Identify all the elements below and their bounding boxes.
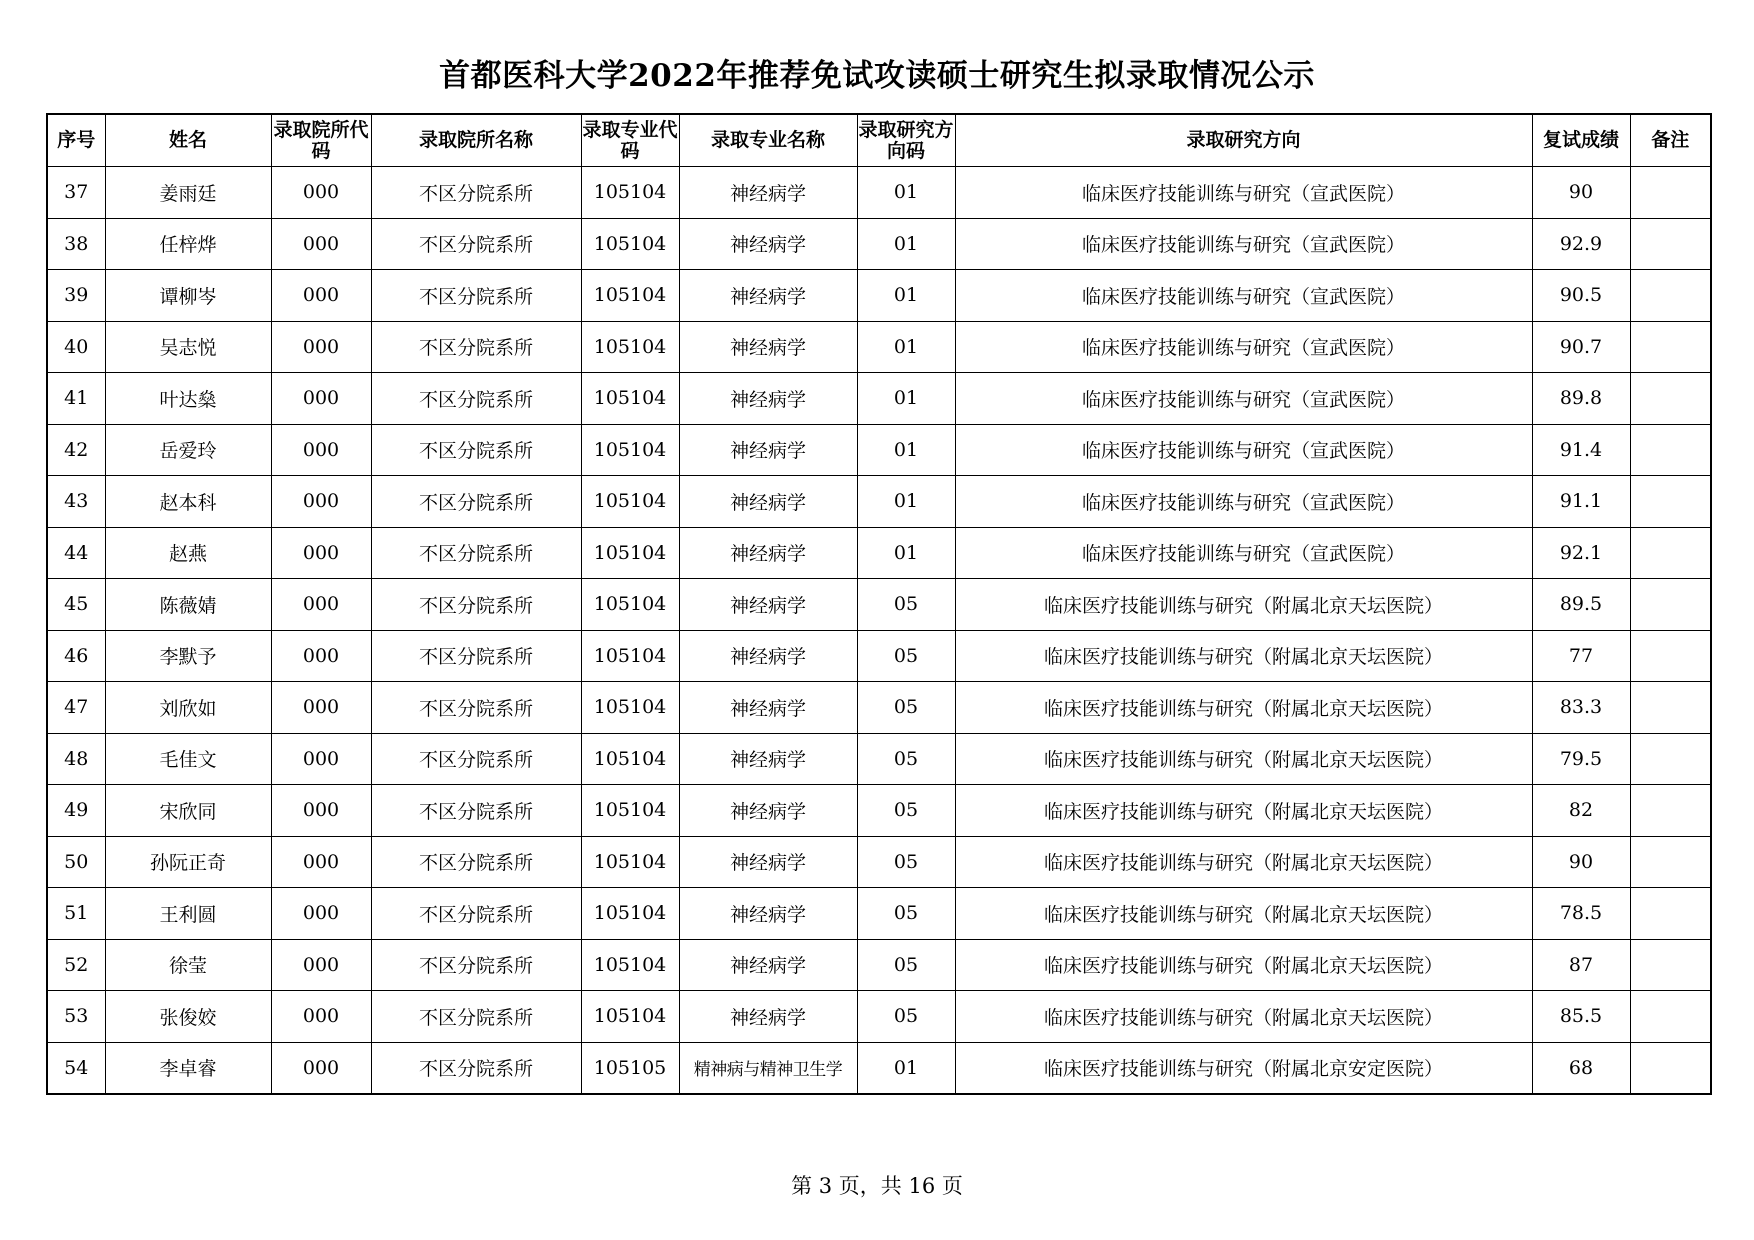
cell-major-name: 神经病学 <box>679 373 857 425</box>
cell-dir-code: 05 <box>857 888 955 940</box>
cell-name: 赵本科 <box>105 476 271 528</box>
page-title: 首都医科大学2022年推荐免试攻读硕士研究生拟录取情况公示 <box>439 58 1315 94</box>
cell-inst-name: 不区分院系所 <box>371 527 581 579</box>
cell-major-code: 105104 <box>581 836 679 888</box>
cell-remark <box>1630 579 1711 631</box>
cell-direction: 临床医疗技能训练与研究（宣武医院） <box>955 167 1532 219</box>
cell-inst-name: 不区分院系所 <box>371 579 581 631</box>
cell-major-code: 105104 <box>581 682 679 734</box>
header-inst-name: 录取院所名称 <box>371 114 581 167</box>
cell-name: 陈薇婧 <box>105 579 271 631</box>
cell-major-name: 神经病学 <box>679 321 857 373</box>
cell-score: 90.7 <box>1532 321 1630 373</box>
cell-major-name: 神经病学 <box>679 270 857 322</box>
cell-direction: 临床医疗技能训练与研究（宣武医院） <box>955 476 1532 528</box>
cell-name: 岳爱玲 <box>105 424 271 476</box>
cell-direction: 临床医疗技能训练与研究（附属北京天坛医院） <box>955 991 1532 1043</box>
cell-major-name: 神经病学 <box>679 836 857 888</box>
page-footer: 第 3 页，共 16 页 <box>791 1174 963 1198</box>
admission-table <box>46 113 1712 1095</box>
cell-inst-name: 不区分院系所 <box>371 991 581 1043</box>
header-dir-code: 录取研究方向码 <box>857 114 955 167</box>
cell-direction: 临床医疗技能训练与研究（附属北京天坛医院） <box>955 785 1532 837</box>
cell-inst-code: 000 <box>271 1042 371 1094</box>
cell-inst-code: 000 <box>271 733 371 785</box>
table-row <box>47 682 1711 734</box>
cell-direction: 临床医疗技能训练与研究（附属北京天坛医院） <box>955 682 1532 734</box>
cell-dir-code: 01 <box>857 527 955 579</box>
cell-major-code: 105104 <box>581 167 679 219</box>
cell-inst-code: 000 <box>271 630 371 682</box>
cell-name: 谭柳岑 <box>105 270 271 322</box>
cell-major-name: 神经病学 <box>679 682 857 734</box>
table-row <box>47 321 1711 373</box>
header-direction: 录取研究方向 <box>955 114 1532 167</box>
cell-seq: 53 <box>47 991 105 1043</box>
cell-major-code: 105104 <box>581 476 679 528</box>
table-row <box>47 939 1711 991</box>
table-row <box>47 991 1711 1043</box>
cell-score: 90.5 <box>1532 270 1630 322</box>
cell-remark <box>1630 630 1711 682</box>
cell-inst-code: 000 <box>271 270 371 322</box>
cell-dir-code: 05 <box>857 836 955 888</box>
cell-direction: 临床医疗技能训练与研究（附属北京天坛医院） <box>955 579 1532 631</box>
table-row <box>47 1042 1711 1094</box>
cell-name: 毛佳文 <box>105 733 271 785</box>
cell-inst-code: 000 <box>271 991 371 1043</box>
cell-dir-code: 01 <box>857 167 955 219</box>
header-row <box>47 114 1711 167</box>
cell-remark <box>1630 527 1711 579</box>
cell-inst-name: 不区分院系所 <box>371 270 581 322</box>
cell-remark <box>1630 321 1711 373</box>
cell-direction: 临床医疗技能训练与研究（宣武医院） <box>955 373 1532 425</box>
cell-major-name: 精神病与精神卫生学 <box>679 1042 857 1094</box>
cell-inst-code: 000 <box>271 836 371 888</box>
cell-inst-name: 不区分院系所 <box>371 167 581 219</box>
cell-dir-code: 01 <box>857 424 955 476</box>
cell-major-code: 105104 <box>581 630 679 682</box>
cell-major-code: 105104 <box>581 270 679 322</box>
cell-inst-code: 000 <box>271 527 371 579</box>
cell-dir-code: 05 <box>857 785 955 837</box>
cell-remark <box>1630 785 1711 837</box>
cell-remark <box>1630 1042 1711 1094</box>
cell-score: 89.5 <box>1532 579 1630 631</box>
cell-major-code: 105104 <box>581 939 679 991</box>
cell-score: 68 <box>1532 1042 1630 1094</box>
cell-score: 92.1 <box>1532 527 1630 579</box>
cell-major-code: 105104 <box>581 888 679 940</box>
table-row <box>47 836 1711 888</box>
cell-remark <box>1630 218 1711 270</box>
cell-remark <box>1630 939 1711 991</box>
cell-score: 91.4 <box>1532 424 1630 476</box>
cell-major-code: 105104 <box>581 991 679 1043</box>
table-body <box>47 167 1711 1095</box>
header-remark: 备注 <box>1630 114 1711 167</box>
cell-major-code: 105104 <box>581 424 679 476</box>
cell-major-code: 105104 <box>581 733 679 785</box>
cell-inst-name: 不区分院系所 <box>371 733 581 785</box>
cell-dir-code: 05 <box>857 682 955 734</box>
cell-remark <box>1630 991 1711 1043</box>
cell-score: 91.1 <box>1532 476 1630 528</box>
cell-seq: 54 <box>47 1042 105 1094</box>
cell-dir-code: 01 <box>857 218 955 270</box>
cell-remark <box>1630 682 1711 734</box>
cell-direction: 临床医疗技能训练与研究（宣武医院） <box>955 218 1532 270</box>
cell-name: 刘欣如 <box>105 682 271 734</box>
cell-remark <box>1630 733 1711 785</box>
cell-name: 王利圆 <box>105 888 271 940</box>
cell-score: 90 <box>1532 836 1630 888</box>
cell-name: 张俊姣 <box>105 991 271 1043</box>
cell-seq: 44 <box>47 527 105 579</box>
header-major-name: 录取专业名称 <box>679 114 857 167</box>
cell-seq: 45 <box>47 579 105 631</box>
cell-major-code: 105104 <box>581 579 679 631</box>
cell-dir-code: 05 <box>857 991 955 1043</box>
cell-inst-code: 000 <box>271 424 371 476</box>
cell-score: 79.5 <box>1532 733 1630 785</box>
table-row <box>47 785 1711 837</box>
cell-direction: 临床医疗技能训练与研究（附属北京天坛医院） <box>955 888 1532 940</box>
cell-name: 赵燕 <box>105 527 271 579</box>
cell-inst-name: 不区分院系所 <box>371 476 581 528</box>
table-row <box>47 579 1711 631</box>
header-name: 姓名 <box>105 114 271 167</box>
cell-score: 82 <box>1532 785 1630 837</box>
cell-name: 宋欣同 <box>105 785 271 837</box>
cell-inst-name: 不区分院系所 <box>371 321 581 373</box>
table-header <box>47 114 1711 167</box>
cell-seq: 51 <box>47 888 105 940</box>
cell-inst-name: 不区分院系所 <box>371 218 581 270</box>
cell-major-name: 神经病学 <box>679 476 857 528</box>
table-row <box>47 733 1711 785</box>
cell-name: 李卓睿 <box>105 1042 271 1094</box>
cell-inst-code: 000 <box>271 476 371 528</box>
cell-remark <box>1630 476 1711 528</box>
cell-inst-name: 不区分院系所 <box>371 939 581 991</box>
cell-dir-code: 05 <box>857 579 955 631</box>
cell-seq: 50 <box>47 836 105 888</box>
cell-remark <box>1630 424 1711 476</box>
cell-inst-code: 000 <box>271 167 371 219</box>
cell-dir-code: 01 <box>857 321 955 373</box>
cell-name: 吴志悦 <box>105 321 271 373</box>
cell-inst-name: 不区分院系所 <box>371 1042 581 1094</box>
cell-dir-code: 01 <box>857 476 955 528</box>
header-inst-code: 录取院所代码 <box>271 114 371 167</box>
cell-seq: 49 <box>47 785 105 837</box>
cell-dir-code: 05 <box>857 939 955 991</box>
cell-major-name: 神经病学 <box>679 733 857 785</box>
cell-seq: 52 <box>47 939 105 991</box>
cell-inst-code: 000 <box>271 373 371 425</box>
cell-major-name: 神经病学 <box>679 579 857 631</box>
cell-seq: 42 <box>47 424 105 476</box>
cell-direction: 临床医疗技能训练与研究（宣武医院） <box>955 321 1532 373</box>
cell-inst-name: 不区分院系所 <box>371 424 581 476</box>
table-row <box>47 630 1711 682</box>
cell-major-name: 神经病学 <box>679 527 857 579</box>
table-row <box>47 218 1711 270</box>
cell-name: 姜雨廷 <box>105 167 271 219</box>
cell-seq: 43 <box>47 476 105 528</box>
cell-major-code: 105104 <box>581 527 679 579</box>
cell-dir-code: 01 <box>857 270 955 322</box>
cell-score: 89.8 <box>1532 373 1630 425</box>
cell-direction: 临床医疗技能训练与研究（附属北京安定医院） <box>955 1042 1532 1094</box>
cell-inst-code: 000 <box>271 939 371 991</box>
cell-major-name: 神经病学 <box>679 888 857 940</box>
cell-name: 任梓烨 <box>105 218 271 270</box>
cell-major-name: 神经病学 <box>679 630 857 682</box>
cell-major-code: 105104 <box>581 373 679 425</box>
cell-score: 87 <box>1532 939 1630 991</box>
table-row <box>47 270 1711 322</box>
cell-major-code: 105105 <box>581 1042 679 1094</box>
cell-remark <box>1630 836 1711 888</box>
cell-direction: 临床医疗技能训练与研究（宣武医院） <box>955 424 1532 476</box>
cell-score: 77 <box>1532 630 1630 682</box>
cell-inst-name: 不区分院系所 <box>371 682 581 734</box>
cell-seq: 38 <box>47 218 105 270</box>
cell-seq: 37 <box>47 167 105 219</box>
cell-major-name: 神经病学 <box>679 167 857 219</box>
cell-seq: 47 <box>47 682 105 734</box>
cell-major-name: 神经病学 <box>679 424 857 476</box>
cell-direction: 临床医疗技能训练与研究（附属北京天坛医院） <box>955 836 1532 888</box>
cell-inst-name: 不区分院系所 <box>371 888 581 940</box>
cell-major-name: 神经病学 <box>679 785 857 837</box>
cell-inst-name: 不区分院系所 <box>371 373 581 425</box>
cell-score: 85.5 <box>1532 991 1630 1043</box>
cell-direction: 临床医疗技能训练与研究（附属北京天坛医院） <box>955 733 1532 785</box>
table-row <box>47 476 1711 528</box>
cell-remark <box>1630 888 1711 940</box>
cell-inst-code: 000 <box>271 579 371 631</box>
cell-direction: 临床医疗技能训练与研究（附属北京天坛医院） <box>955 939 1532 991</box>
cell-remark <box>1630 373 1711 425</box>
cell-major-name: 神经病学 <box>679 218 857 270</box>
cell-inst-code: 000 <box>271 888 371 940</box>
table-row <box>47 373 1711 425</box>
cell-score: 92.9 <box>1532 218 1630 270</box>
cell-seq: 46 <box>47 630 105 682</box>
cell-seq: 39 <box>47 270 105 322</box>
cell-inst-name: 不区分院系所 <box>371 785 581 837</box>
cell-dir-code: 05 <box>857 630 955 682</box>
cell-dir-code: 01 <box>857 373 955 425</box>
cell-direction: 临床医疗技能训练与研究（宣武医院） <box>955 270 1532 322</box>
cell-remark <box>1630 167 1711 219</box>
header-seq: 序号 <box>47 114 105 167</box>
cell-dir-code: 01 <box>857 1042 955 1094</box>
cell-inst-name: 不区分院系所 <box>371 630 581 682</box>
cell-name: 孙阮正奇 <box>105 836 271 888</box>
cell-inst-code: 000 <box>271 218 371 270</box>
cell-score: 78.5 <box>1532 888 1630 940</box>
cell-dir-code: 05 <box>857 733 955 785</box>
cell-remark <box>1630 270 1711 322</box>
cell-direction: 临床医疗技能训练与研究（附属北京天坛医院） <box>955 630 1532 682</box>
cell-seq: 40 <box>47 321 105 373</box>
cell-inst-code: 000 <box>271 682 371 734</box>
cell-name: 叶达燊 <box>105 373 271 425</box>
cell-major-name: 神经病学 <box>679 939 857 991</box>
cell-name: 徐莹 <box>105 939 271 991</box>
cell-score: 83.3 <box>1532 682 1630 734</box>
cell-major-code: 105104 <box>581 321 679 373</box>
cell-seq: 48 <box>47 733 105 785</box>
header-score: 复试成绩 <box>1532 114 1630 167</box>
cell-direction: 临床医疗技能训练与研究（宣武医院） <box>955 527 1532 579</box>
cell-seq: 41 <box>47 373 105 425</box>
table-row <box>47 424 1711 476</box>
cell-inst-name: 不区分院系所 <box>371 836 581 888</box>
cell-major-code: 105104 <box>581 785 679 837</box>
cell-inst-code: 000 <box>271 321 371 373</box>
cell-major-name: 神经病学 <box>679 991 857 1043</box>
table-row <box>47 167 1711 219</box>
cell-name: 李默予 <box>105 630 271 682</box>
header-major-code: 录取专业代码 <box>581 114 679 167</box>
cell-major-code: 105104 <box>581 218 679 270</box>
table-row <box>47 527 1711 579</box>
cell-score: 90 <box>1532 167 1630 219</box>
table-row <box>47 888 1711 940</box>
cell-inst-code: 000 <box>271 785 371 837</box>
